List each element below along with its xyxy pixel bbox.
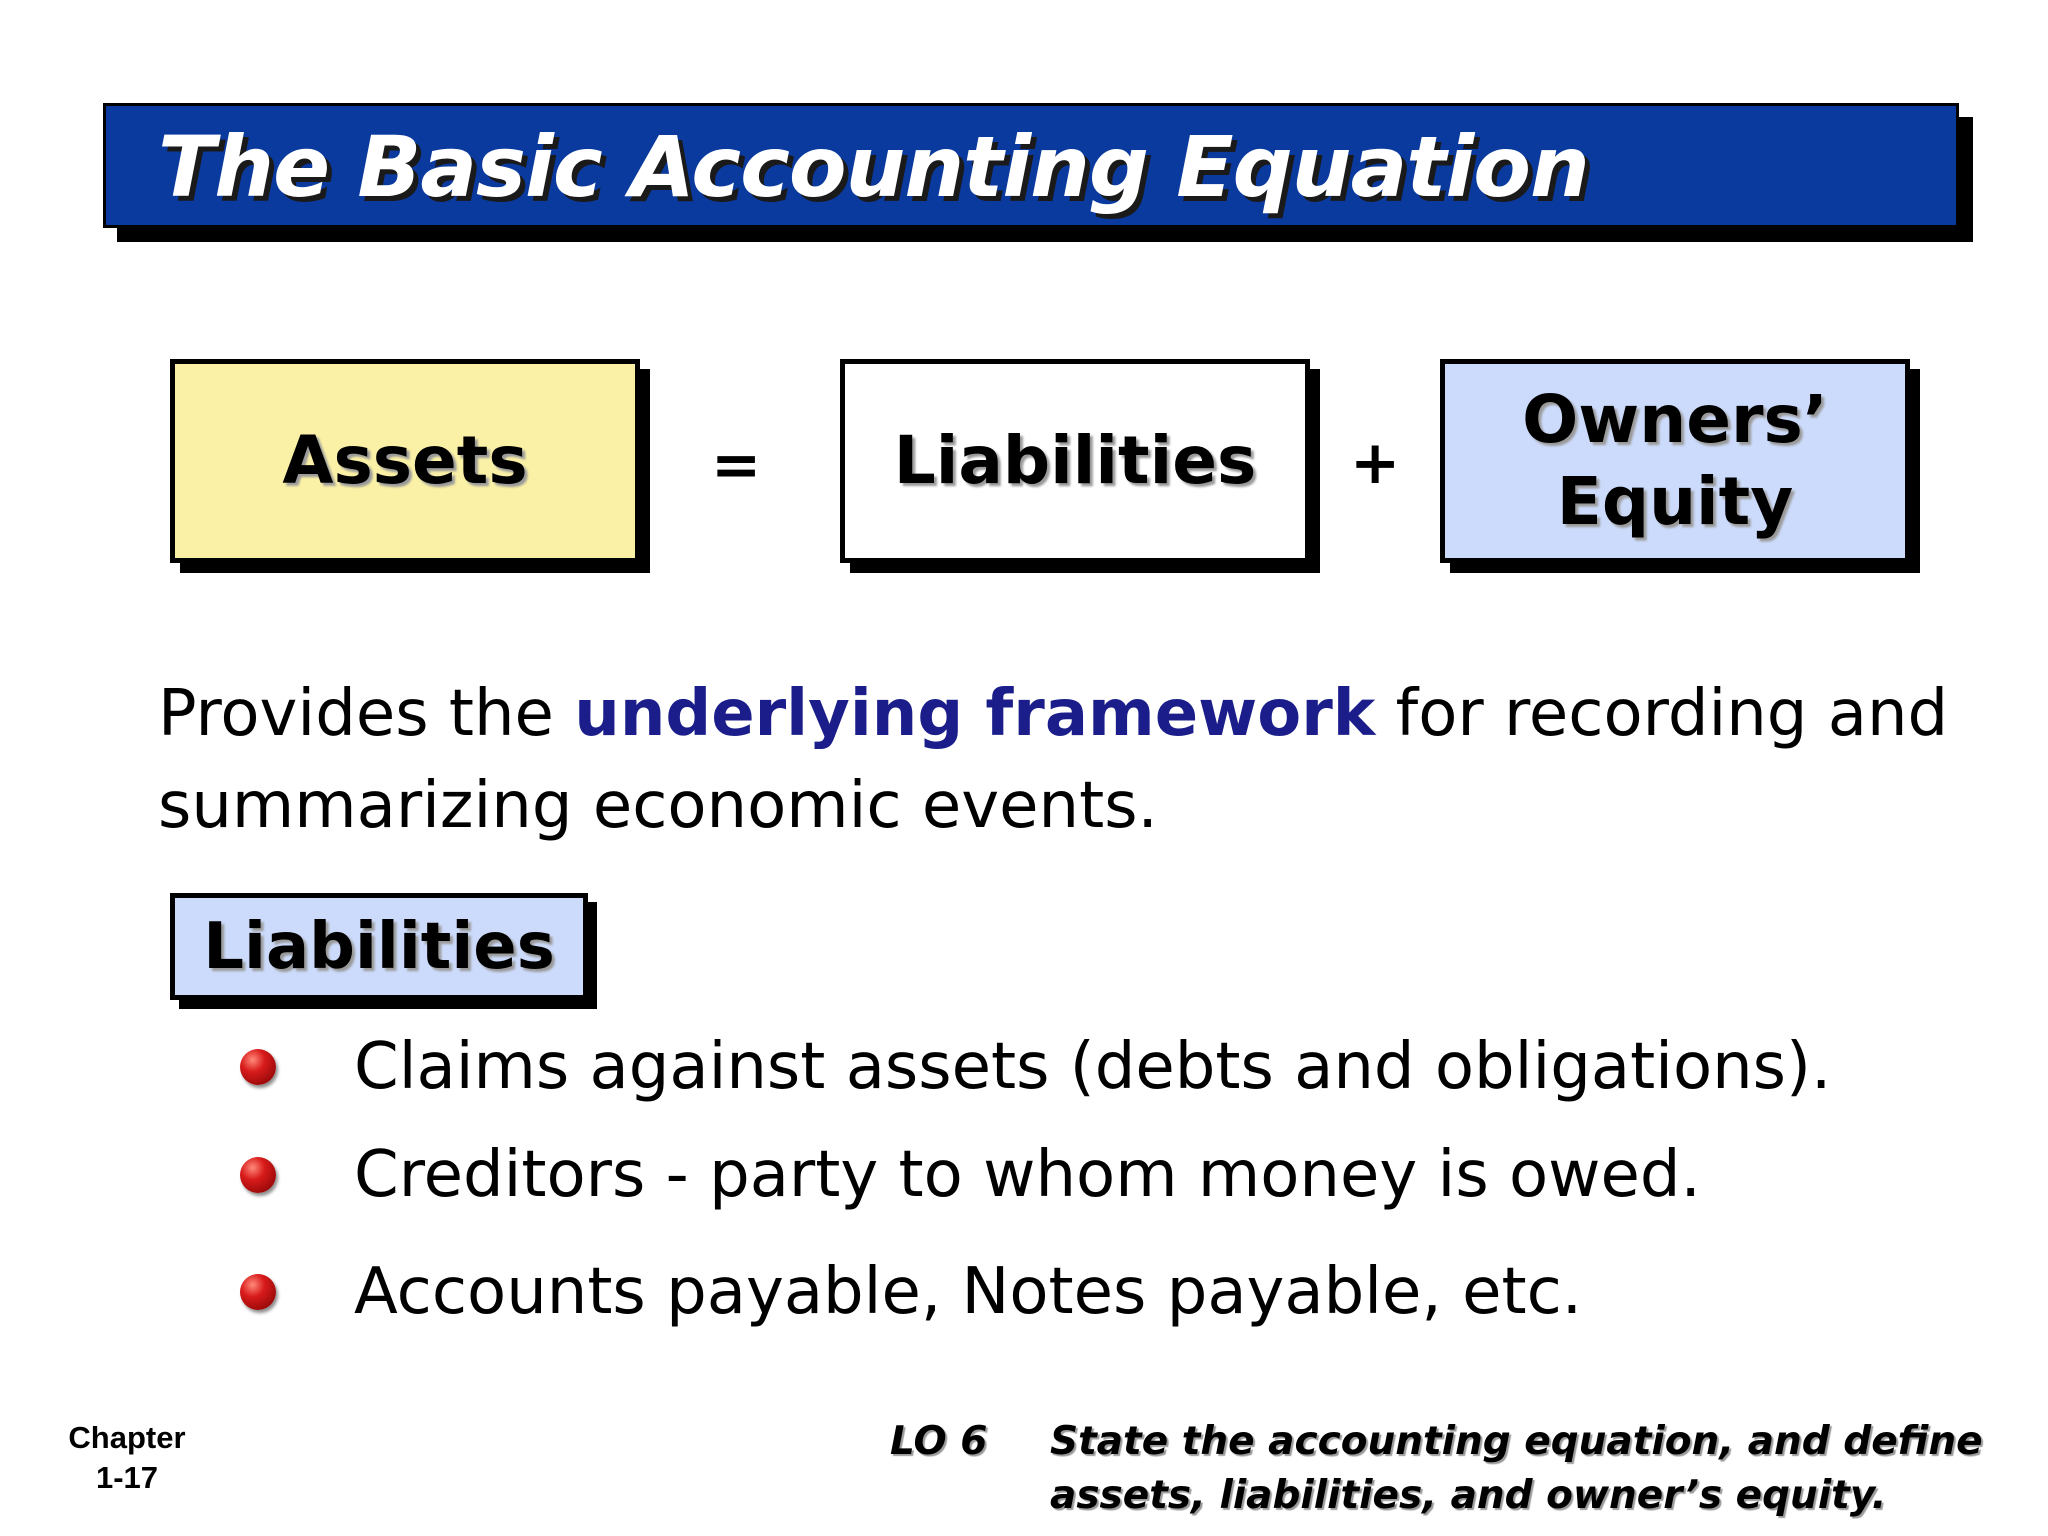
bullet-icon <box>240 1274 276 1310</box>
lo-line1: State the accounting equation, and define <box>1050 1419 1983 1464</box>
bullet-icon <box>240 1157 276 1193</box>
assets-label: Assets <box>282 421 528 499</box>
owners-equity-line1: Owners’ <box>1522 380 1828 458</box>
owners-equity-box <box>1440 359 1910 563</box>
description-highlight: underlying framework <box>574 677 1376 751</box>
bullet-item <box>240 1030 1831 1104</box>
bullet-text: Claims against assets (debts and obligations). <box>354 1030 1832 1104</box>
owners-equity-line2: Equity <box>1556 463 1794 540</box>
bullet-text: Creditors - party to whom money is owed. <box>354 1138 1701 1212</box>
lo-number: LO 6 <box>890 1419 988 1464</box>
bullet-item <box>240 1138 1701 1212</box>
bullet-icon <box>240 1049 276 1085</box>
bullet-item <box>240 1255 1582 1329</box>
description-paragraph <box>158 668 1958 852</box>
equals-sign: = <box>711 430 762 500</box>
chapter-number: 1-17 <box>95 1460 159 1495</box>
description-prefix: Provides the <box>158 677 575 751</box>
liabilities-box <box>840 359 1310 563</box>
assets-box <box>170 359 640 563</box>
slide-title: The Basic Accounting Equation <box>158 118 1589 216</box>
description-suffix: for recording and summarizing economic events. <box>158 677 1949 843</box>
chapter-label: Chapter <box>68 1420 186 1455</box>
liabilities-label: Liabilities <box>893 421 1257 499</box>
bullet-text: Accounts payable, Notes payable, etc. <box>354 1255 1583 1329</box>
plus-sign: + <box>1350 428 1401 498</box>
liabilities-section-label <box>170 893 588 1000</box>
learning-objective <box>890 1415 1983 1523</box>
liabilities-section-text: Liabilities <box>203 909 555 984</box>
lo-text <box>1050 1415 1983 1523</box>
title-bar <box>103 103 1959 228</box>
chapter-footer <box>62 1418 192 1498</box>
lo-line2: assets, liabilities, and owner’s equity. <box>1050 1473 1887 1518</box>
